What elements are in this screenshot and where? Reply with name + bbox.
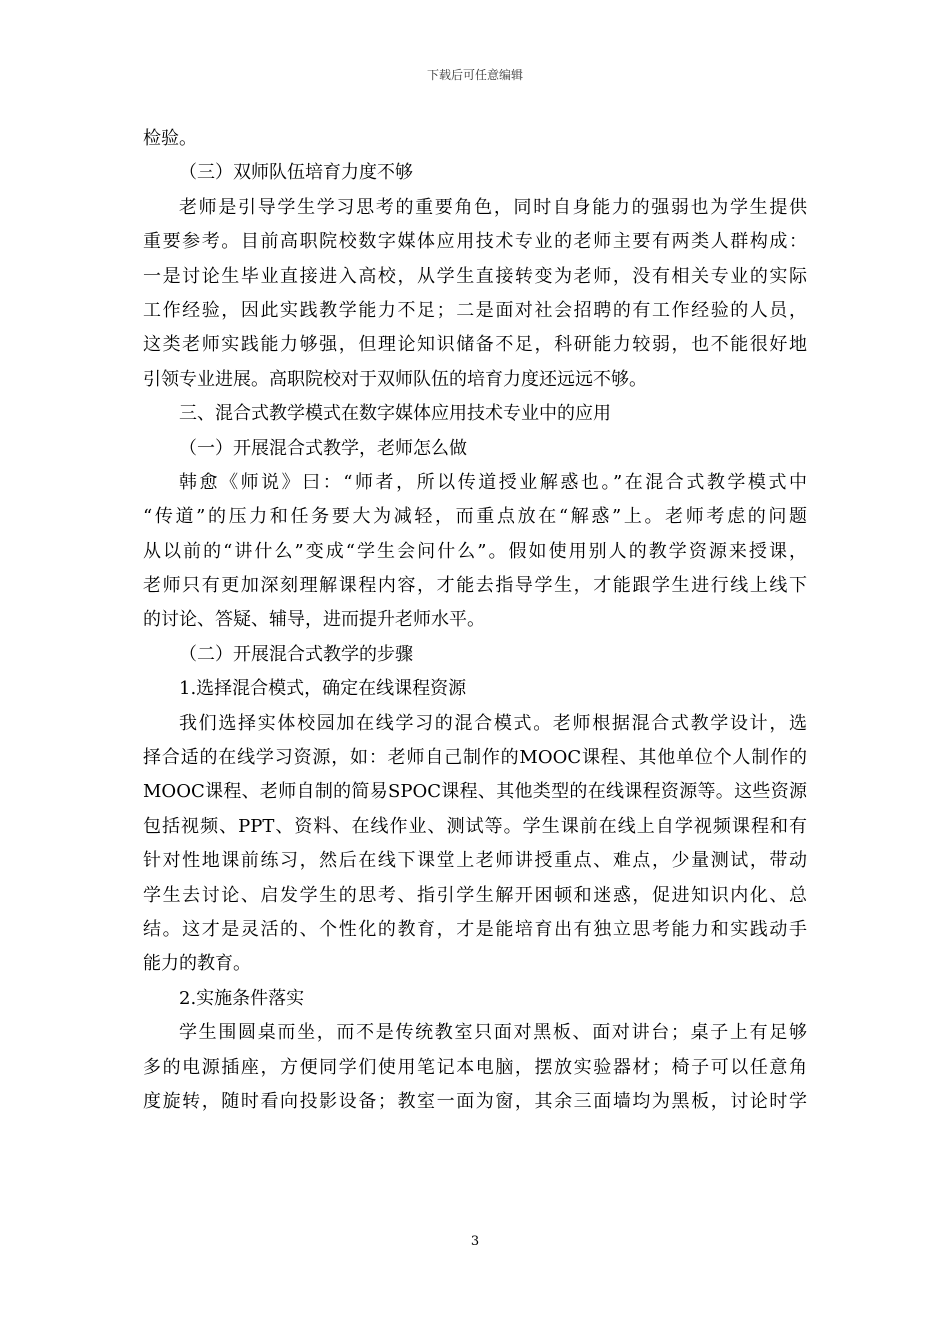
text-line: 择合适的在线学习资源，如：老师自己制作的MOOC课程、其他单位个人制作的 xyxy=(143,747,807,769)
text-line: 学生围圆桌而坐，而不是传统教室只面对黑板、面对讲台；桌子上有足够 xyxy=(179,1022,807,1044)
text-line: （三）双师队伍培育力度不够 xyxy=(179,162,413,184)
body-text xyxy=(143,122,807,1119)
text-line: 针对性地课前练习，然后在线下课堂上老师讲授重点、难点，少量测试，带动 xyxy=(143,850,807,872)
text-line: 引领专业进展。高职院校对于双师队伍的培育力度还远远不够。 xyxy=(143,368,647,390)
text-line: 结。这才是灵活的、个性化的教育，才是能培育出有独立思考能力和实践动手 xyxy=(143,918,807,940)
text-line: 能力的教育。 xyxy=(143,953,251,975)
text-line: 韩愈《师说》曰：“师者，所以传道授业解惑也。”在混合式教学模式中 xyxy=(179,471,807,493)
text-line: 学生去讨论、启发学生的思考、指引学生解开困顿和迷惑，促进知识内化、总 xyxy=(143,884,807,906)
text-line: 1.选择混合模式，确定在线课程资源 xyxy=(179,678,467,700)
text-line: 2.实施条件落实 xyxy=(179,987,305,1009)
text-line: 检验。 xyxy=(143,128,197,149)
text-line: （一）开展混合式教学，老师怎么做 xyxy=(179,437,467,459)
text-line: 老师只有更加深刻理解课程内容，才能去指导学生，才能跟学生进行线上线下 xyxy=(143,575,807,597)
text-line: MOOC课程、老师自制的简易SPOC课程、其他类型的在线课程资源等。这些资源 xyxy=(143,781,807,803)
text-line: 的讨论、答疑、辅导，进而提升老师水平。 xyxy=(143,609,485,631)
page-number: 3 xyxy=(470,1234,480,1249)
text-line: 包括视频、PPT、资料、在线作业、测试等。学生课前在线上自学视频课程和有 xyxy=(143,815,807,837)
text-line: 度旋转，随时看向投影设备；教室一面为窗，其余三面墙均为黑板，讨论时学 xyxy=(143,1090,807,1112)
text-line: 多的电源插座，方便同学们使用笔记本电脑，摆放实验器材；椅子可以任意角 xyxy=(143,1056,807,1078)
text-line: 重要参考。目前高职院校数字媒体应用技术专业的老师主要有两类人群构成： xyxy=(143,231,807,253)
text-line: “传道”的压力和任务要大为减轻，而重点放在“解惑”上。老师考虑的问题 xyxy=(143,506,807,528)
text-line: 从以前的“讲什么”变成“学生会问什么”。假如使用别人的教学资源来授课， xyxy=(143,540,807,562)
text-line: 三、混合式教学模式在数字媒体应用技术专业中的应用 xyxy=(179,403,611,425)
text-line: 我们选择实体校园加在线学习的混合模式。老师根据混合式教学设计，选 xyxy=(179,712,807,734)
page-header: 下载后可任意编辑 xyxy=(426,68,523,82)
text-line: 这类老师实践能力够强，但理论知识储备不足，科研能力较弱，也不能很好地 xyxy=(143,334,807,356)
text-line: 一是讨论生毕业直接进入高校，从学生直接转变为老师，没有相关专业的实际 xyxy=(143,265,807,287)
text-line: 老师是引导学生学习思考的重要角色，同时自身能力的强弱也为学生提供 xyxy=(179,196,807,218)
text-line: （二）开展混合式教学的步骤 xyxy=(179,643,413,665)
text-line: 工作经验，因此实践教学能力不足；二是面对社会招聘的有工作经验的人员， xyxy=(143,299,807,321)
